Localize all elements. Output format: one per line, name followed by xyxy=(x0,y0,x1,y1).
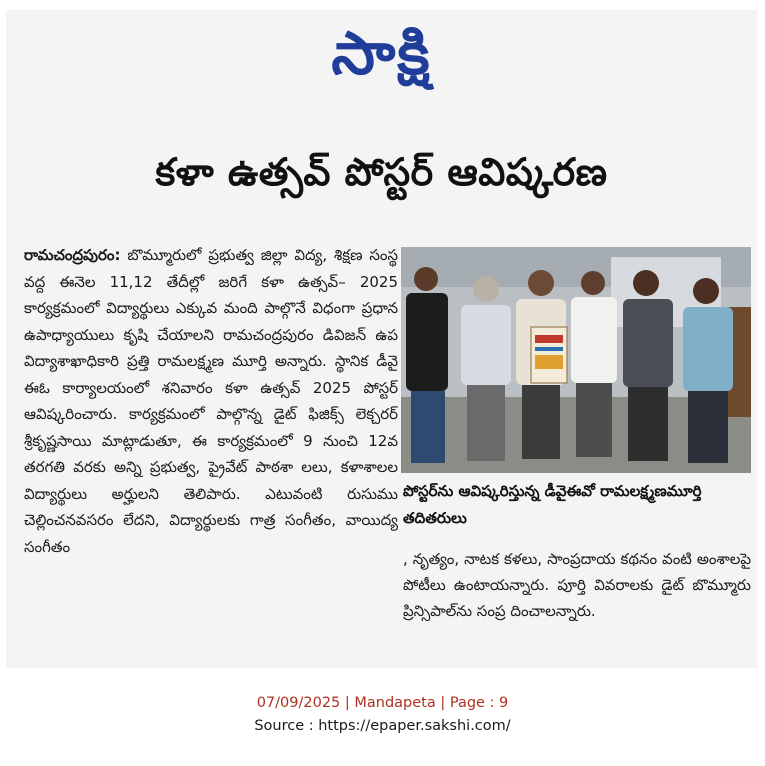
article-dateline: రామచంద్రపురం: xyxy=(24,246,121,264)
article-body xyxy=(24,242,398,560)
source-footer xyxy=(0,692,765,738)
newspaper-clipping xyxy=(6,10,757,668)
article-headline: కళా ఉత్సవ్ పోస్టర్ ఆవిష్కరణ xyxy=(155,150,608,194)
article-photo xyxy=(401,247,751,473)
source-url[interactable]: Source : https://epaper.sakshi.com/ xyxy=(254,718,511,734)
photo-caption: పోస్టర్‌ను ఆవిష్కరిస్తున్న డీవైఈవో రామలక్ష్మణమూర్తి తదితరులు xyxy=(403,482,702,527)
edition-info: 07/09/2025 | Mandapeta | Page : 9 xyxy=(256,695,509,711)
article-continuation: , నృత్యం, నాటక కళలు, సాంప్రదాయ కథనం వంటి అంశాలపై పోటీలు ఉంటాయన్నారు. పూర్తి వివరాలకు డైట్ బొమ్మూరు ప్రిన్సిపాల్‌ను సంప్ర దించాలన్నారు. xyxy=(403,550,751,620)
masthead xyxy=(6,10,757,102)
sakshi-logo: సాక్షి xyxy=(331,18,432,88)
article-body-text: బొమ్మూరులో ప్రభుత్వ జిల్లా విద్య, శిక్షణ సంస్థ వద్ద ఈనెల 11,12 తేదీల్లో జరిగే కళా ఉత్సవ్– 2025 కార్యక్రమంలో విద్యార్థులు ఎక్కువ మంది పాల్గొనే విధంగా ప్రధాన ఉపాధ్యాయులు కృషి చేయాలని రామచంద్రపురం డివిజన్ ఉప విద్యాశాఖాధికారి ప్రత్తి రామలక్ష్మణ మూర్తి అన్నారు. స్థానిక డీవై ఈఓ కార్యాలయంలో శనివారం కళా ఉత్సవ్ 2025 పోస్టర్ ఆవిష్కరించారు. కార్యక్రమంలో పాల్గొన్న డైట్ ఫిజిక్స్ లెక్చరర్ శ్రీకృష్ణసాయి మాట్లాడుతూ, ఈ కార్యక్రమంలో 9 నుంచి 12వ తరగతి వరకు అన్ని ప్రభుత్వ, ప్రైవేట్ పాఠశా లలు, కళాశాలల విద్యార్థులు అర్హులని తెలిపారు. ఎటువంటి రుసుము చెల్లించనవసరం లేదని, విద్యార్థులకు గాత్ర సంగీతం, వాయిద్య సంగీతం xyxy=(24,246,398,556)
